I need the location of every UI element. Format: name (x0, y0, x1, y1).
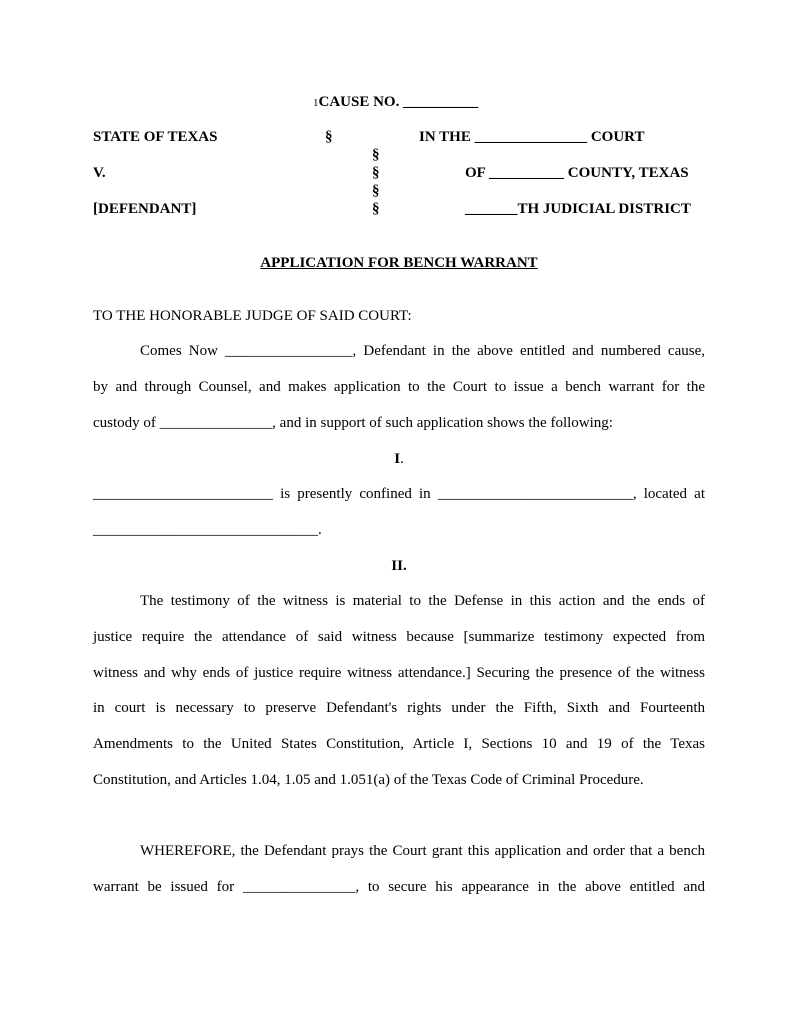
section2-line: Amendments to the United States Constitution, Article I, Sections 10 and 19 of the Texas (93, 736, 705, 752)
prayer-line: WHEREFORE, the Defendant prays the Court grant this application and order that a bench (140, 843, 705, 859)
section2-line: The testimony of the witness is material to the Defense in this action and the ends of (140, 593, 705, 609)
section2-line: in court is necessary to preserve Defendant's rights under the Fifth, Sixth and Fourteenth (93, 700, 705, 716)
section-symbol: § (372, 183, 380, 199)
caption-party-defendant: [DEFENDANT] (93, 201, 197, 217)
section-symbol: § (372, 201, 380, 217)
salutation: TO THE HONORABLE JUDGE OF SAID COURT: (93, 308, 412, 324)
section-heading-numeral: I (394, 451, 401, 467)
caption-district: _______TH JUDICIAL DISTRICT (465, 201, 691, 217)
caption-county: OF __________ COUNTY, TEXAS (465, 165, 689, 181)
section-heading-punct: . (400, 451, 404, 467)
prayer-line: warrant be issued for _______________, to secure his appearance in the above entitled and (93, 879, 705, 895)
section-heading-1 (93, 451, 705, 468)
section-symbol: § (372, 147, 380, 163)
section-heading-2: II. (391, 558, 407, 574)
footnote-mark: 1 (313, 97, 319, 109)
section1-line: ______________________________. (93, 522, 322, 538)
intro-line: custody of _______________, and in support of such application shows the following: (93, 415, 613, 431)
cause-number-text: CAUSE NO. __________ (318, 94, 479, 110)
section2-line: justice require the attendance of said witness because [summarize testimony expected from (93, 629, 705, 645)
caption-party-state: STATE OF TEXAS (93, 129, 218, 145)
intro-line: Comes Now _________________, Defendant in the above entitled and numbered cause, (140, 343, 705, 359)
cause-number (313, 94, 478, 111)
intro-line: by and through Counsel, and makes application to the Court to issue a bench warrant for the (93, 379, 705, 395)
section2-line: witness and why ends of justice require witness attendance.] Securing the presence of the witness (93, 665, 705, 681)
caption-versus: V. (93, 165, 106, 181)
caption-court: IN THE _______________ COURT (419, 129, 645, 145)
section2-line: Constitution, and Articles 1.04, 1.05 and 1.051(a) of the Texas Code of Criminal Procedure. (93, 772, 644, 788)
section-symbol: § (372, 165, 380, 181)
document-title: APPLICATION FOR BENCH WARRANT (260, 255, 538, 271)
section1-line: ________________________ is presently confined in __________________________, located at (93, 486, 705, 502)
section-symbol: § (325, 129, 333, 145)
